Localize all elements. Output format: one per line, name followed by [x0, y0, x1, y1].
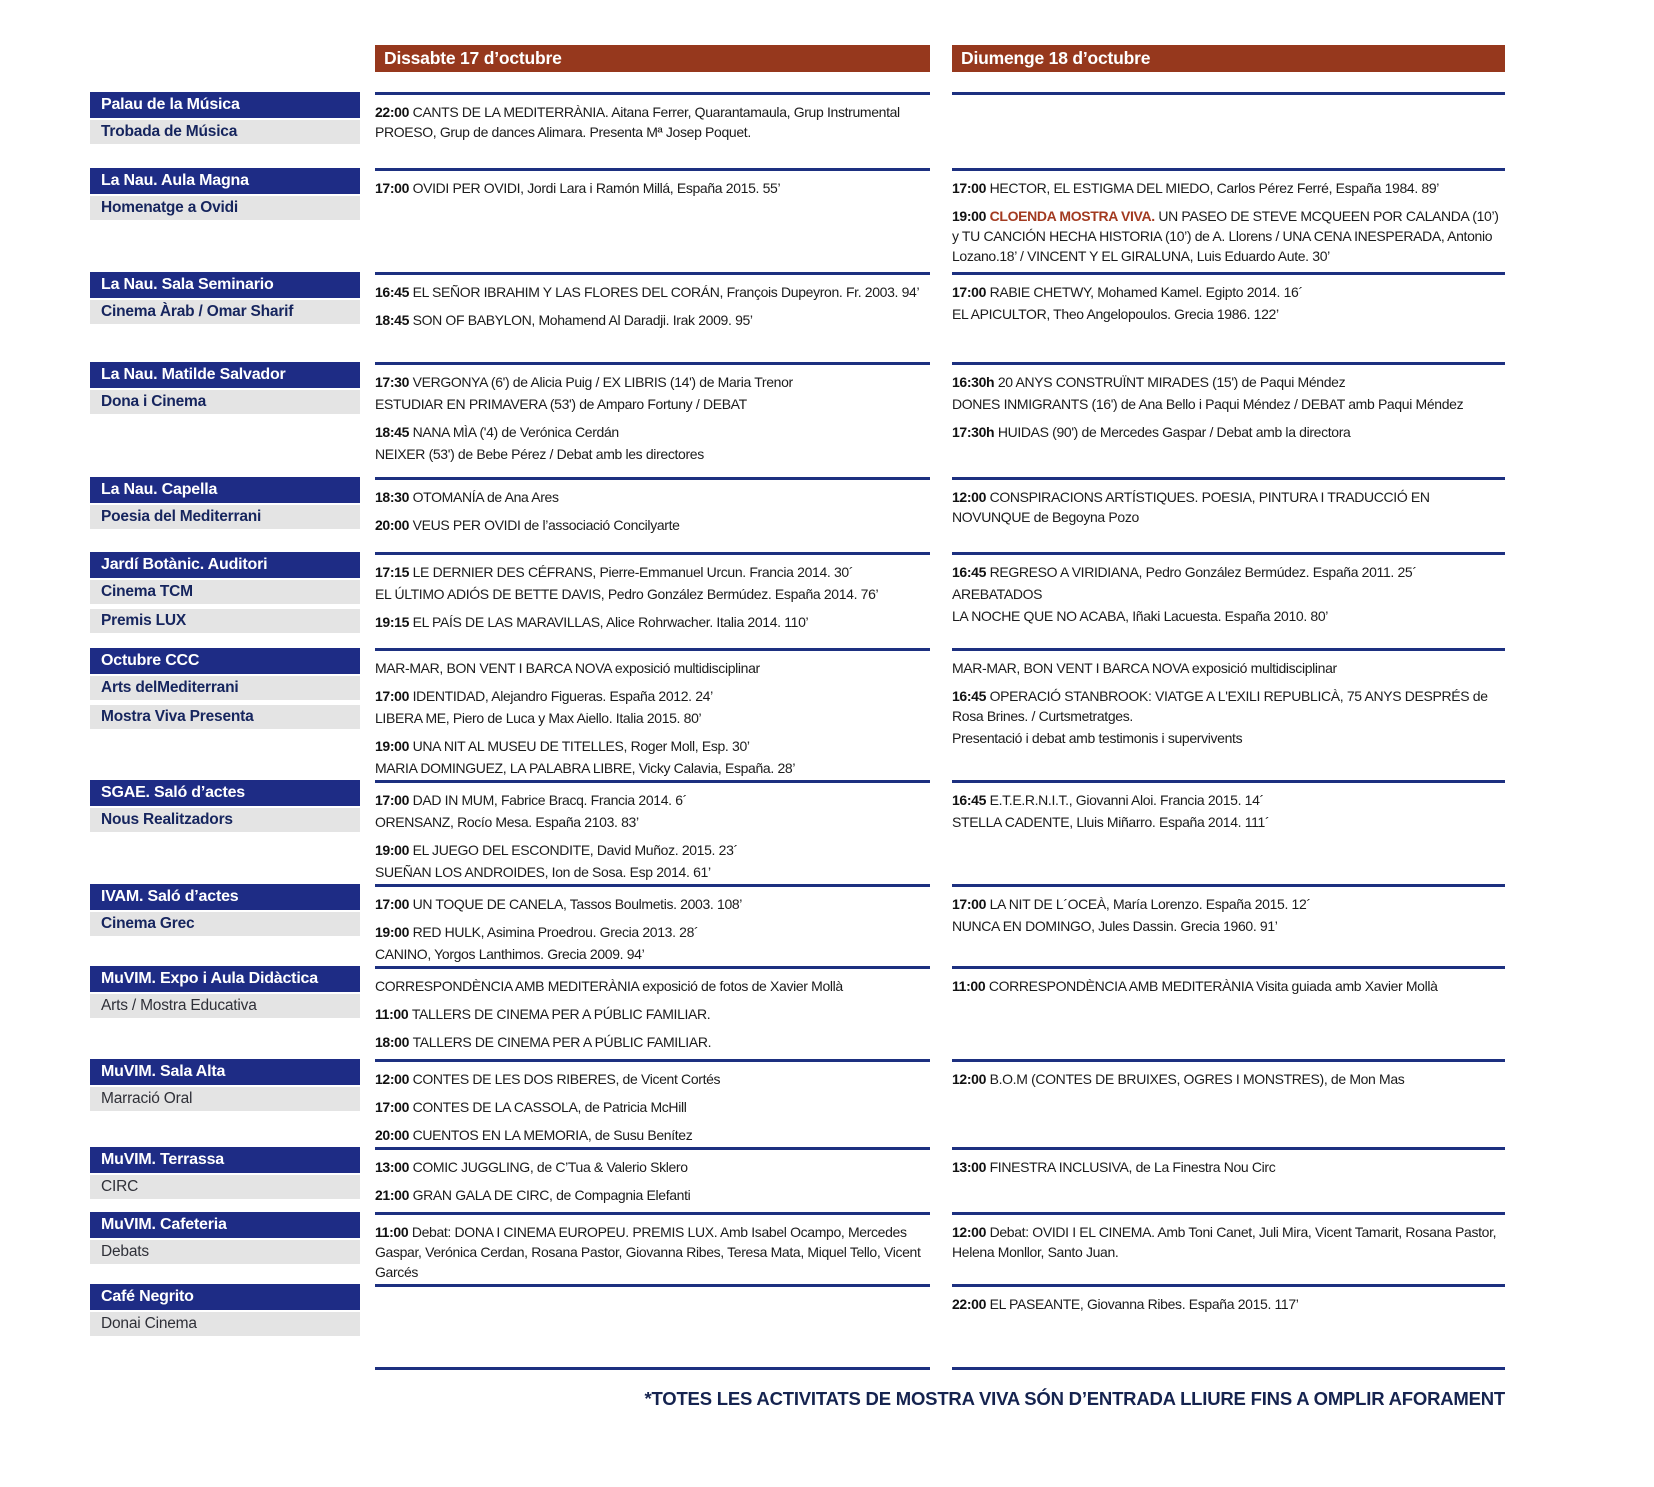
event-entry: 18:00 TALLERS DE CINEMA PER A PÚBLIC FAMILIAR. — [375, 1034, 712, 1050]
sunday-events — [952, 92, 1505, 168]
venue-name: La Nau. Matilde Salvador — [90, 362, 360, 388]
event-entry: 19:15 EL PAÍS DE LAS MARAVILLAS, Alice Rohrwacher. Italia 2014. 110’ — [375, 614, 809, 630]
event-time: 20:00 — [375, 517, 413, 533]
venue-subtitle: Mostra Viva Presenta — [90, 705, 360, 729]
saturday-header: Dissabte 17 d’octubre — [375, 45, 930, 72]
sunday-events — [952, 272, 1505, 362]
event-entry: 12:00 CONTES DE LES DOS RIBERES, de Vicent Cortés — [375, 1071, 721, 1087]
gap-spacer — [360, 1212, 375, 1284]
gap-spacer — [930, 1284, 952, 1339]
event-time: 17:30 — [375, 374, 413, 390]
event-entry: 18:45 NANA MÌA ('4) de Verónica Cerdán — [375, 424, 619, 440]
event-entry: 19:00 CLOENDA MOSTRA VIVA. UN PASEO DE STEVE MCQUEEN POR CALANDA (10’) y TU CANCIÓN HECHA HISTORIA (10’) de A. Llorens / UNA CENA INESPERADA, Antonio Lozano.18’ / VINCENT Y EL GIRALUNA, Luis Eduardo Aute. 30’ — [952, 208, 1499, 264]
sunday-closing-rule — [952, 1367, 1505, 1372]
event-entry: ESTUDIAR EN PRIMAVERA (53') de Amparo Fortuny / DEBAT — [375, 396, 747, 412]
event-time: 22:00 — [375, 104, 413, 120]
event-entry: 18:30 OTOMANÍA de Ana Ares — [375, 489, 559, 505]
event-entry: 17:00 LA NIT DE L´OCEÀ, María Lorenzo. España 2015. 12´ — [952, 896, 1311, 912]
saturday-events — [375, 966, 930, 1059]
gap-spacer — [360, 884, 375, 966]
event-entry: 17:00 DAD IN MUM, Fabrice Bracq. Francia 2014. 6´ — [375, 792, 687, 808]
saturday-events — [375, 272, 930, 362]
venue-cell — [90, 477, 360, 552]
event-time: 17:00 — [375, 896, 413, 912]
venue-name: MuVIM. Sala Alta — [90, 1059, 360, 1085]
venue-name: La Nau. Capella — [90, 477, 360, 503]
section-row — [90, 648, 1505, 780]
event-entry: 17:00 UN TOQUE DE CANELA, Tassos Boulmetis. 2003. 108’ — [375, 896, 743, 912]
event-entry: 16:45 E.T.E.R.N.I.T., Giovanni Aloi. Francia 2015. 14´ — [952, 792, 1264, 808]
event-entry: 21:00 GRAN GALA DE CIRC, de Compagnia Elefanti — [375, 1187, 691, 1203]
section-row — [90, 272, 1505, 362]
venue-subtitle: Cinema Grec — [90, 912, 360, 936]
saturday-closing-rule — [375, 1367, 930, 1372]
venue-name: Café Negrito — [90, 1284, 360, 1310]
event-time: 19:00 — [375, 842, 413, 858]
event-time: 11:00 — [952, 978, 989, 994]
venue-subtitle: Cinema Àrab / Omar Sharif — [90, 300, 360, 324]
sunday-events — [952, 648, 1505, 780]
event-entry: CORRESPONDÈNCIA AMB MEDITERÀNIA exposició de fotos de Xavier Mollà — [375, 978, 843, 994]
event-entry: 17:00 OVIDI PER OVIDI, Jordi Lara i Ramón Millá, España 2015. 55’ — [375, 180, 781, 196]
gap-spacer — [360, 477, 375, 552]
event-entry: 11:00 CORRESPONDÈNCIA AMB MEDITERÀNIA Visita guiada amb Xavier Mollà — [952, 978, 1438, 994]
section-row — [90, 552, 1505, 648]
event-entry: 22:00 EL PASEANTE, Giovanna Ribes. España 2015. 117’ — [952, 1296, 1299, 1312]
venue-subtitle: Marració Oral — [90, 1087, 360, 1111]
saturday-events — [375, 1284, 930, 1339]
venue-column-spacer — [90, 45, 360, 72]
sunday-events — [952, 780, 1505, 884]
event-entry: AREBATADOS — [952, 586, 1043, 602]
gap-spacer — [930, 1212, 952, 1284]
venue-name: La Nau. Aula Magna — [90, 168, 360, 194]
venue-name: Octubre CCC — [90, 648, 360, 674]
event-entry: 17:30 VERGONYA (6') de Alicia Puig / EX LIBRIS (14') de Maria Trenor — [375, 374, 793, 390]
gap-spacer — [930, 477, 952, 552]
event-entry: 20:00 CUENTOS EN LA MEMORIA, de Susu Benítez — [375, 1127, 693, 1143]
event-entry: 16:45 EL SEÑOR IBRAHIM Y LAS FLORES DEL CORÁN, François Dupeyron. Fr. 2003. 94’ — [375, 284, 920, 300]
venue-subtitle: Trobada de Música — [90, 120, 360, 144]
gap-spacer — [930, 168, 952, 272]
gap-spacer — [930, 884, 952, 966]
event-entry: 17:00 HECTOR, EL ESTIGMA DEL MIEDO, Carlos Pérez Ferré, España 1984. 89’ — [952, 180, 1440, 196]
event-time: 18:30 — [375, 489, 413, 505]
footer-note: *TOTES LES ACTIVITATS DE MOSTRA VIVA SÓN D’ENTRADA LLIURE FINS A OMPLIR AFORAMENT — [644, 1388, 1505, 1409]
gap-spacer — [360, 648, 375, 780]
sunday-events — [952, 1059, 1505, 1147]
event-highlight: CLOENDA MOSTRA VIVA. — [989, 208, 1159, 224]
event-time: 17:15 — [375, 564, 413, 580]
section-row — [90, 1059, 1505, 1147]
saturday-events — [375, 780, 930, 884]
venue-cell — [90, 552, 360, 648]
event-entry: EL ÚLTIMO ADIÓS DE BETTE DAVIS, Pedro González Bermúdez. España 2014. 76’ — [375, 586, 879, 602]
event-entry: CANINO, Yorgos Lanthimos. Grecia 2009. 94’ — [375, 946, 645, 962]
venue-name: Palau de la Música — [90, 92, 360, 118]
closing-rule-row — [90, 1367, 1505, 1372]
event-entry: NUNCA EN DOMINGO, Jules Dassin. Grecia 1960. 91’ — [952, 918, 1278, 934]
section-row — [90, 966, 1505, 1059]
venue-name: MuVIM. Expo i Aula Didàctica — [90, 966, 360, 992]
sunday-events — [952, 552, 1505, 648]
saturday-events — [375, 92, 930, 168]
sunday-events — [952, 1212, 1505, 1284]
venue-cell — [90, 92, 360, 168]
event-time: 17:00 — [952, 180, 990, 196]
event-time: 19:00 — [375, 924, 413, 940]
event-entry: Presentació i debat amb testimonis i supervivents — [952, 730, 1243, 746]
gap-spacer — [930, 648, 952, 780]
sunday-events — [952, 1284, 1505, 1339]
venue-cell — [90, 362, 360, 477]
venue-cell — [90, 1212, 360, 1284]
event-entry: LA NOCHE QUE NO ACABA, Iñaki Lacuesta. España 2010. 80’ — [952, 608, 1329, 624]
gap-spacer — [930, 1147, 952, 1212]
event-time: 17:00 — [375, 688, 413, 704]
gap-spacer — [930, 1059, 952, 1147]
event-entry: MARIA DOMINGUEZ, LA PALABRA LIBRE, Vicky Calavia, España. 28’ — [375, 760, 796, 776]
event-time: 13:00 — [952, 1159, 990, 1175]
venue-cell — [90, 966, 360, 1059]
gap-spacer — [360, 362, 375, 477]
event-entry: 11:00 TALLERS DE CINEMA PER A PÚBLIC FAMILIAR. — [375, 1006, 711, 1022]
venue-cell — [90, 168, 360, 272]
venue-subtitle: Poesia del Mediterrani — [90, 505, 360, 529]
venue-cell — [90, 1059, 360, 1147]
event-entry: MAR-MAR, BON VENT I BARCA NOVA exposició multidisciplinar — [375, 660, 760, 676]
event-entry: LIBERA ME, Piero de Luca y Max Aiello. Italia 2015. 80’ — [375, 710, 702, 726]
event-entry: 22:00 CANTS DE LA MEDITERRÀNIA. Aitana Ferrer, Quarantamaula, Grup Instrumental PROESO, Grup de dances Alimara. Presenta Mª Josep Poquet. — [375, 104, 900, 140]
event-time: 12:00 — [375, 1071, 413, 1087]
event-entry: SUEÑAN LOS ANDROIDES, Ion de Sosa. Esp 2014. 61’ — [375, 864, 711, 880]
event-time: 16:30h — [952, 374, 998, 390]
event-entry: 12:00 B.O.M (CONTES DE BRUIXES, OGRES I MONSTRES), de Mon Mas — [952, 1071, 1405, 1087]
event-time: 17:00 — [375, 1099, 413, 1115]
gap-spacer — [930, 272, 952, 362]
gap-spacer — [360, 92, 375, 168]
saturday-events — [375, 1059, 930, 1147]
event-entry: 19:00 EL JUEGO DEL ESCONDITE, David Muñoz. 2015. 23´ — [375, 842, 738, 858]
section-row — [90, 168, 1505, 272]
event-time: 18:45 — [375, 312, 413, 328]
event-entry: 17:00 CONTES DE LA CASSOLA, de Patricia McHill — [375, 1099, 687, 1115]
section-row — [90, 1147, 1505, 1212]
event-time: 19:00 — [952, 208, 990, 224]
saturday-events — [375, 648, 930, 780]
event-entry: EL APICULTOR, Theo Angelopoulos. Grecia 1986. 122’ — [952, 306, 1279, 322]
gap-spacer — [360, 552, 375, 648]
event-entry: NEIXER (53') de Bebe Pérez / Debat amb les directores — [375, 446, 704, 462]
event-time: 22:00 — [952, 1296, 990, 1312]
saturday-events — [375, 1212, 930, 1284]
event-entry: STELLA CADENTE, Lluis Miñarro. España 2014. 111´ — [952, 814, 1270, 830]
saturday-events — [375, 552, 930, 648]
venue-cell — [90, 272, 360, 362]
gap-spacer — [360, 168, 375, 272]
venue-cell — [90, 780, 360, 884]
venue-name: SGAE. Saló d’actes — [90, 780, 360, 806]
event-entry: 11:00 Debat: DONA I CINEMA EUROPEU. PREMIS LUX. Amb Isabel Ocampo, Mercedes Gaspar, Verónica Cerdan, Rosana Pastor, Giovanna Ribes, Teresa Mata, Miquel Tello, Vicent Garcés — [375, 1224, 921, 1280]
event-time: 16:45 — [952, 688, 990, 704]
saturday-events — [375, 1147, 930, 1212]
event-time: 18:45 — [375, 424, 413, 440]
venue-subtitle: Premis LUX — [90, 609, 360, 633]
event-time: 18:00 — [375, 1034, 413, 1050]
event-entry: 17:30h HUIDAS (90') de Mercedes Gaspar / Debat amb la directora — [952, 424, 1351, 440]
program-content — [90, 45, 1505, 1410]
saturday-events — [375, 477, 930, 552]
event-entry: 16:30h 20 ANYS CONSTRUÏNT MIRADES (15') de Paqui Méndez — [952, 374, 1346, 390]
event-time: 11:00 — [375, 1006, 412, 1022]
gap-spacer — [360, 1147, 375, 1212]
sections-container — [90, 92, 1505, 1339]
event-entry: 19:00 RED HULK, Asimina Proedrou. Grecia 2013. 28´ — [375, 924, 699, 940]
gap-spacer — [360, 45, 375, 72]
event-entry: 16:45 OPERACIÓ STANBROOK: VIATGE A L'EXILI REPUBLICÀ, 75 ANYS DESPRÉS de Rosa Brines. / Curtsmetratges. — [952, 688, 1488, 724]
event-entry: 19:00 UNA NIT AL MUSEU DE TITELLES, Roger Moll, Esp. 30’ — [375, 738, 750, 754]
event-time: 13:00 — [375, 1159, 413, 1175]
event-entry: 17:00 RABIE CHETWY, Mohamed Kamel. Egipto 2014. 16´ — [952, 284, 1303, 300]
venue-name: La Nau. Sala Seminario — [90, 272, 360, 298]
event-entry: 20:00 VEUS PER OVIDI de l’associació Concilyarte — [375, 517, 680, 533]
event-time: 20:00 — [375, 1127, 413, 1143]
event-entry: 16:45 REGRESO A VIRIDIANA, Pedro González Bermúdez. España 2011. 25´ — [952, 564, 1417, 580]
saturday-events — [375, 362, 930, 477]
event-entry: MAR-MAR, BON VENT I BARCA NOVA exposició multidisciplinar — [952, 660, 1337, 676]
section-row — [90, 477, 1505, 552]
section-row — [90, 1212, 1505, 1284]
gap-spacer — [930, 552, 952, 648]
section-row — [90, 92, 1505, 168]
venue-subtitle: Homenatge a Ovidi — [90, 196, 360, 220]
sunday-events — [952, 168, 1505, 272]
event-entry: 13:00 COMIC JUGGLING, de C’Tua & Valerio Sklero — [375, 1159, 688, 1175]
event-time: 16:45 — [952, 792, 990, 808]
event-entry: 13:00 FINESTRA INCLUSIVA, de La Finestra Nou Circ — [952, 1159, 1276, 1175]
event-time: 17:00 — [375, 180, 413, 196]
day-header-row — [90, 45, 1505, 72]
event-time: 12:00 — [952, 1071, 990, 1087]
event-time: 16:45 — [375, 284, 413, 300]
event-entry: DONES INMIGRANTS (16') de Ana Bello i Paqui Méndez / DEBAT amb Paqui Méndez — [952, 396, 1464, 412]
venue-name: IVAM. Saló d’actes — [90, 884, 360, 910]
venue-name: Jardí Botànic. Auditori — [90, 552, 360, 578]
venue-cell — [90, 884, 360, 966]
venue-cell — [90, 1147, 360, 1212]
venue-cell — [90, 1284, 360, 1339]
event-time: 16:45 — [952, 564, 990, 580]
event-time: 17:30h — [952, 424, 998, 440]
event-entry: 17:00 IDENTIDAD, Alejandro Figueras. España 2012. 24’ — [375, 688, 713, 704]
venue-subtitle: Donai Cinema — [90, 1312, 360, 1336]
gap-spacer — [360, 272, 375, 362]
event-time: 17:00 — [952, 896, 990, 912]
sunday-events — [952, 362, 1505, 477]
gap-spacer — [930, 362, 952, 477]
event-time: 21:00 — [375, 1187, 413, 1203]
gap-spacer — [360, 1059, 375, 1147]
event-entry: 17:15 LE DERNIER DES CÉFRANS, Pierre-Emmanuel Urcun. Francia 2014. 30´ — [375, 564, 854, 580]
venue-subtitle: CIRC — [90, 1175, 360, 1199]
sunday-events — [952, 966, 1505, 1059]
event-entry: 12:00 CONSPIRACIONS ARTÍSTIQUES. POESIA, PINTURA I TRADUCCIÓ EN NOVUNQUE de Begoyna Pozo — [952, 489, 1430, 525]
venue-cell — [90, 648, 360, 780]
gap-spacer — [930, 1367, 952, 1372]
gap-spacer — [930, 966, 952, 1059]
event-time: 11:00 — [375, 1224, 412, 1240]
venue-subtitle: Debats — [90, 1240, 360, 1264]
event-entry: 12:00 Debat: OVIDI I EL CINEMA. Amb Toni Canet, Juli Mira, Vicent Tamarit, Rosana Pastor, Helena Monllor, Santo Juan. — [952, 1224, 1497, 1260]
section-row — [90, 1284, 1505, 1339]
gap-spacer — [930, 45, 952, 72]
venue-subtitle: Arts delMediterrani — [90, 676, 360, 700]
venue-subtitle: Nous Realitzadors — [90, 808, 360, 832]
gap-spacer — [360, 966, 375, 1059]
section-row — [90, 884, 1505, 966]
event-time: 12:00 — [952, 489, 990, 505]
venue-subtitle: Dona i Cinema — [90, 390, 360, 414]
sunday-header: Diumenge 18 d’octubre — [952, 45, 1505, 72]
venue-subtitle: Arts / Mostra Educativa — [90, 994, 360, 1018]
gap-spacer — [360, 1367, 375, 1372]
section-row — [90, 362, 1505, 477]
event-time: 17:00 — [952, 284, 990, 300]
event-time: 19:15 — [375, 614, 413, 630]
sunday-events — [952, 477, 1505, 552]
event-time: 12:00 — [952, 1224, 990, 1240]
gap-spacer — [360, 1284, 375, 1339]
section-row — [90, 780, 1505, 884]
venue-name: MuVIM. Cafeteria — [90, 1212, 360, 1238]
sunday-events — [952, 884, 1505, 966]
event-time: 17:00 — [375, 792, 413, 808]
venue-column-spacer — [90, 1367, 360, 1372]
gap-spacer — [930, 780, 952, 884]
gap-spacer — [930, 92, 952, 168]
sunday-events — [952, 1147, 1505, 1212]
event-entry: 18:45 SON OF BABYLON, Mohamend Al Daradji. Irak 2009. 95’ — [375, 312, 753, 328]
event-entry: ORENSANZ, Rocío Mesa. España 2103. 83’ — [375, 814, 639, 830]
saturday-events — [375, 168, 930, 272]
gap-spacer — [360, 780, 375, 884]
venue-name: MuVIM. Terrassa — [90, 1147, 360, 1173]
saturday-events — [375, 884, 930, 966]
event-time: 19:00 — [375, 738, 413, 754]
venue-subtitle: Cinema TCM — [90, 580, 360, 604]
